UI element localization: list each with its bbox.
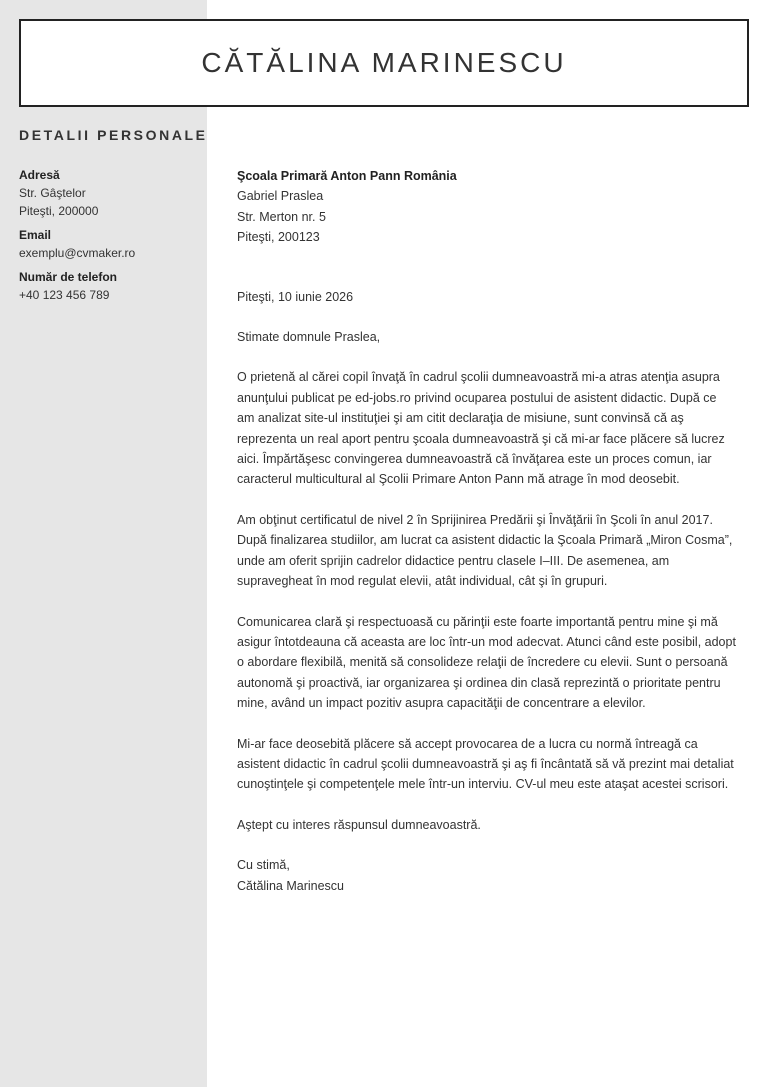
letter-paragraph: O prietenă al cărei copil învaţă în cadrul şcolii dumneavoastră mi-a atras atenţia asupra anunţului publicat pe ed-jobs.ro privind ocuparea postului de asistent didactic. După ce am analizat site-ul instituţiei şi am citit declaraţia de misiune, sunt convinsă că aş reprezenta un real aport pentru şcoala dumneavoastră şi că mi-ar face plăcere să lucrez aici. Împărtăşesc convingerea dumneavoastră că învăţarea este un proces comun, iar caracterul multicultural al Şcolii Primare Anton Pann mă atrage în mod deosebit.: [237, 370, 725, 487]
recipient-street: Str. Merton nr. 5: [237, 209, 326, 224]
phone-group: [19, 268, 199, 304]
email-label: Email: [19, 228, 52, 242]
address-group: [19, 166, 199, 220]
letter-signature: Cătălina Marinescu: [237, 878, 344, 893]
letter-body: [237, 166, 737, 896]
letter-closing: Cu stimă,: [237, 858, 290, 873]
letter-date: Piteşti, 10 iunie 2026: [237, 289, 354, 304]
address-line-2: Piteşti, 200000: [19, 204, 99, 218]
letter-greeting: Stimate domnule Praslea,: [237, 330, 381, 345]
letter-paragraph: Mi-ar face deosebită plăcere să accept provocarea de a lucra cu normă întreagă ca asistent didactic în cadrul şcolii dumneavoastră şi aş fi încântată să vă prezint mai detaliat cunoştinţele şi competenţele mele într-un interviu. CV-ul meu este ataşat acestei scrisori.: [237, 736, 734, 792]
address-label: Adresă: [19, 168, 60, 182]
sidebar: [0, 0, 207, 1087]
letter-paragraph: Comunicarea clară şi respectuoasă cu părinţii este foarte importantă pentru mine şi mă asigur întotdeauna că aceasta are loc într-un mod adecvat. Atunci când este posibil, adopt o abordare flexibilă, menită să consolideze relaţii de încredere cu elevii. Sunt o persoană autonomă şi proactivă, iar organizarea şi ordinea din clasă reprezintă o prioritate pentru mine, având un impact pozitiv asupra capacităţii de concentrare a elevilor.: [237, 614, 736, 711]
phone-value: +40 123 456 789: [19, 288, 110, 302]
personal-details: [19, 166, 199, 310]
personal-details-title: DETALII PERSONALE: [19, 127, 208, 143]
letter-paragraph: Am obţinut certificatul de nivel 2 în Sprijinirea Predării şi Învăţării în Şcoli în anul 2017. După finalizarea studiilor, am lucrat ca asistent didactic la Şcoala Primară „Miron Cosma”, unde am oferit sprijin cadrelor didactice pentru clasele I–III. De asemenea, am supravegheat în mod regulat elevii, atât individual, cât şi în grupuri.: [237, 512, 733, 589]
recipient-organization: Şcoala Primară Anton Pann România: [237, 169, 457, 183]
letter-paragraph: Aştept cu interes răspunsul dumneavoastră.: [237, 817, 481, 832]
phone-label: Număr de telefon: [19, 270, 118, 284]
name-header: [19, 19, 749, 107]
address-line-1: Str. Gâştelor: [19, 186, 86, 200]
recipient-person: Gabriel Praslea: [237, 189, 324, 204]
recipient-city: Piteşti, 200123: [237, 230, 320, 245]
email-group: [19, 226, 199, 262]
email-value: exemplu@cvmaker.ro: [19, 246, 136, 260]
candidate-name: CĂTĂLINA MARINESCU: [201, 47, 567, 78]
